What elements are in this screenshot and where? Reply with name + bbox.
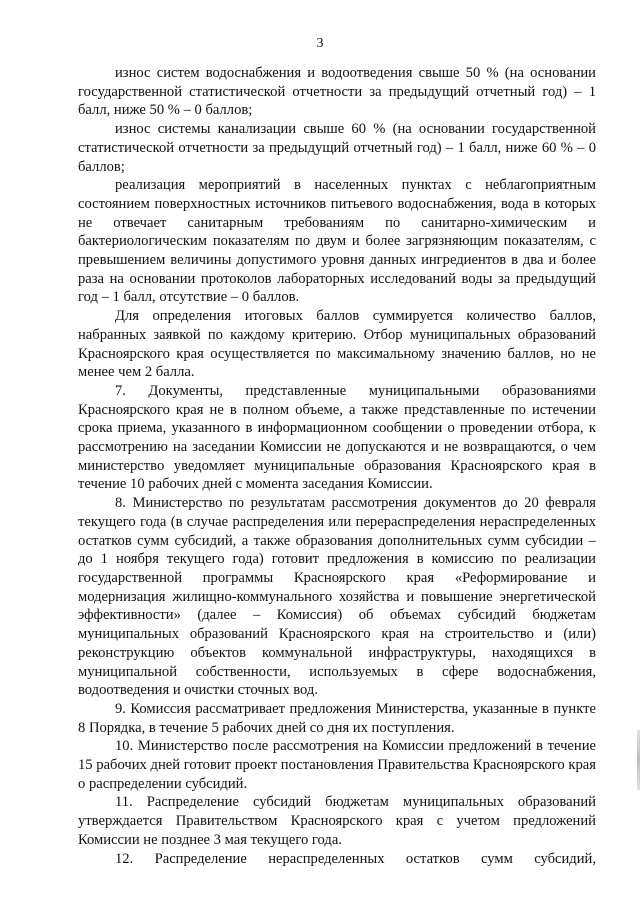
paragraph-item-9: 9. Комиссия рассматривает предложения Министерства, указанные в пункте 8 Порядка, в течение 5 рабочих дней со дня их поступления. — [78, 700, 596, 736]
paragraph-item-10: 10. Министерство после рассмотрения на Комиссии предложений в течение 15 рабочих дней готовит проект постановления Правительства Красноярского края о распределении субсидий. — [78, 738, 596, 792]
document-body — [78, 64, 596, 868]
paragraph-wear-sewerage: износ системы канализации свыше 60 % (на основании государственной статистической отчетности за предыдущий отчетный год) – 1 балл, ниже 60 % – 0 баллов; — [78, 121, 596, 175]
paragraph-item-7: 7. Документы, представленные муниципальными образованиями Красноярского края не в полном объеме, а также представленные по истечении срока приема, указанного в информационном сообщении о проведении отбора, к рассмотрению на заседании Комиссии не допускаются и не возвращаются, о чем министерство уведомляет муниципальные образования Красноярского края в течение 10 рабочих дней с момента заседания Комиссии. — [78, 382, 596, 493]
page-number: 3 — [316, 36, 324, 51]
paragraph-water-sources-criterion: реализация мероприятий в населенных пунктах с неблагоприятным состоянием поверхностных источников питьевого водоснабжения, вода в которых не отвечает санитарным требованиям по санитарно-химическим и бактериологическим показателям по двум и более загрязняющим показателям, с превышением величины допустимого уровня данных ингредиентов в два и более раза на основании протоколов лабораторных исследований воды за предыдущий год – 1 балл, отсутствие – 0 баллов. — [78, 177, 596, 306]
paragraph-item-11: 11. Распределение субсидий бюджетам муниципальных образований утверждается Правительством Красноярского края с учетом предложений Комиссии не позднее 3 мая текущего года. — [78, 794, 596, 848]
paragraph-item-8: 8. Министерство по результатам рассмотрения документов до 20 февраля текущего года (в случае распределения или перераспределения нераспределенных остатков сумм субсидий, а также образования дополнительных сумм субсидии – до 1 ноября текущего года) готовит предложения в комиссию по реализации государственной программы Красноярского края «Реформирование и модернизация жилищно-коммунального хозяйства и повышение энергетической эффективности» (далее – Комиссия) об объемах субсидий бюджетам муниципальных образований Красноярского края на строительство и (или) реконструкцию объектов коммунальной инфраструктуры, находящихся в муниципальной собственности, используемых в сфере водоснабжения, водоотведения и очистки сточных вод. — [78, 495, 596, 699]
paragraph-wear-water-systems: износ систем водоснабжения и водоотведения свыше 50 % (на основании государственной статистической отчетности за предыдущий отчетный год) – 1 балл, ниже 50 % – 0 баллов; — [78, 65, 596, 119]
paragraph-total-score: Для определения итоговых баллов суммируется количество баллов, набранных заявкой по каждому критерию. Отбор муниципальных образований Красноярского края осуществляется по максимальному значению баллов, но не менее чем 2 балла. — [78, 308, 596, 381]
paragraph-item-12: 12. Распределение нераспределенных остатков сумм субсидий, — [115, 850, 596, 867]
